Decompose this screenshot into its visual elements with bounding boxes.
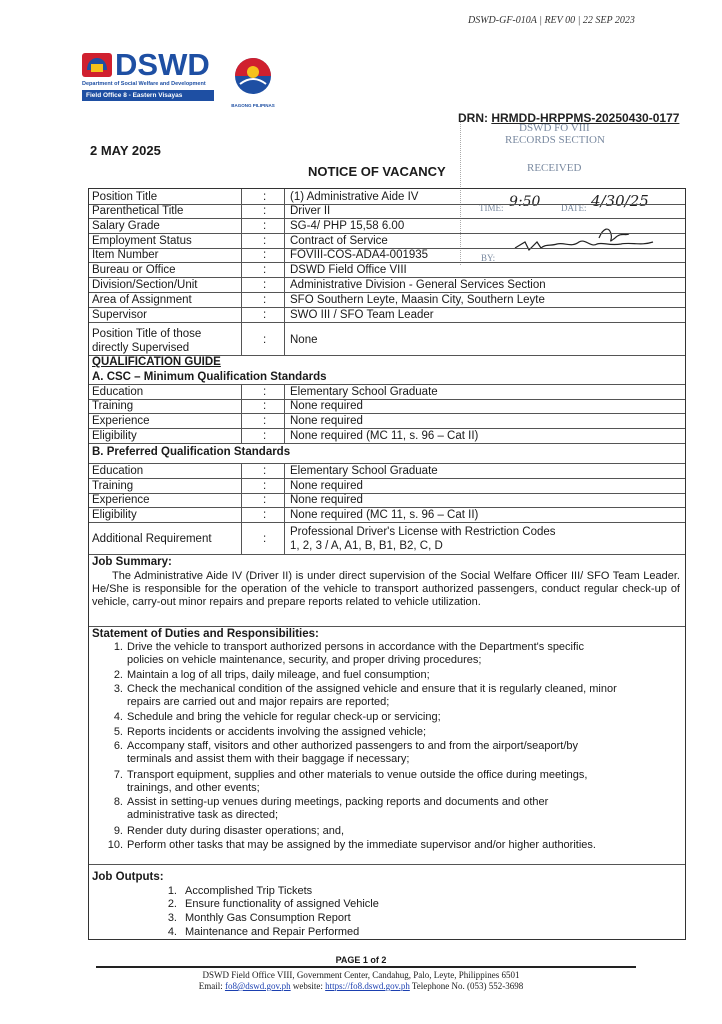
duty-line: Check the mechanical condition of the assigned vehicle and ensure that it is regularly cleaned, minor xyxy=(127,683,617,695)
field-label: Item Number xyxy=(92,249,159,261)
csc-heading-row xyxy=(89,369,685,385)
field-value: SWO III / SFO Team Leader xyxy=(290,309,434,321)
job-summary-text: The Administrative Aide IV (Driver II) is under direct supervision of the Social Welfare Officer III/ SFO Team Leader. He/She is responsible for the operation of the vehicle to transport authorized passengers, conduct regular check-up of vehicle, carry-out minor repairs and prepare reports related to vehicle utilization. xyxy=(92,570,680,608)
field-value: Administrative Division - General Services Section xyxy=(290,279,546,291)
job-summary-heading: Job Summary: xyxy=(92,556,172,568)
field-label: Training xyxy=(92,400,134,412)
stamp-by-label: BY: xyxy=(481,253,496,263)
duties-heading: Statement of Duties and Responsibilities: xyxy=(92,628,319,640)
dswd-logo xyxy=(82,47,222,101)
separator: : xyxy=(263,205,267,217)
csc-experience-row xyxy=(89,413,685,429)
parenthetical-title-row xyxy=(89,204,685,219)
bagong-pilipinas-logo xyxy=(228,56,278,108)
separator: : xyxy=(263,220,267,232)
field-value: Elementary School Graduate xyxy=(290,465,438,477)
field-label: Bureau or Office xyxy=(92,264,176,276)
separator: : xyxy=(263,309,267,321)
vacancy-details-box xyxy=(88,188,686,940)
supervisor-row xyxy=(89,307,685,323)
duty-text: Maintain a log of all trips, daily mileage, and fuel consumption; xyxy=(127,669,430,681)
column-divider xyxy=(241,384,242,443)
supervised-row xyxy=(89,322,685,356)
pref-eligibility-row xyxy=(89,507,685,523)
csc-eligibility-row xyxy=(89,428,685,444)
field-label: Education xyxy=(92,465,144,477)
field-label: Experience xyxy=(92,415,150,427)
bureau-office-row xyxy=(89,262,685,278)
output-text: Maintenance and Repair Performed xyxy=(185,926,360,938)
field-label: Additional Requirement xyxy=(92,533,212,545)
division-row xyxy=(89,277,685,293)
field-value: None required (MC 11, s. 96 – Cat II) xyxy=(290,509,479,521)
output-item xyxy=(149,926,359,939)
duty-line: Drive the vehicle to transport authorized persons in accordance with the Department's specific xyxy=(127,641,584,653)
separator: : xyxy=(263,249,267,261)
duty-line: administrative task as directed; xyxy=(127,809,279,821)
output-text: Monthly Gas Consumption Report xyxy=(185,912,351,924)
field-value: None required xyxy=(290,494,363,506)
email-label: Email: xyxy=(198,981,223,991)
field-value: None required xyxy=(290,415,363,427)
separator: : xyxy=(263,465,267,477)
duty-text: Reports incidents or accidents involving the assigned vehicle; xyxy=(127,726,426,738)
item-number-row xyxy=(89,248,685,263)
field-value: Contract of Service xyxy=(290,235,388,247)
dswd-logo-subtitle: Department of Social Welfare and Development xyxy=(82,81,206,87)
dswd-logo-text: DSWD xyxy=(115,47,210,82)
pref-education-row xyxy=(89,463,685,479)
output-number: 3. xyxy=(167,912,177,924)
output-item xyxy=(149,885,312,898)
separator: : xyxy=(263,235,267,247)
output-item xyxy=(149,898,379,911)
separator: : xyxy=(263,264,267,276)
duty-text: Render duty during disaster operations; and, xyxy=(127,825,345,837)
duty-number: 7. xyxy=(113,769,123,781)
duty-line: Transport equipment, supplies and other materials to venue outside the office during meetings, xyxy=(127,769,588,781)
separator: : xyxy=(263,509,267,521)
position-title-row xyxy=(89,189,685,205)
field-value: None xyxy=(290,334,318,346)
field-label: Area of Assignment xyxy=(92,294,192,306)
stamp-date-label: DATE: xyxy=(561,203,587,213)
output-text: Accomplished Trip Tickets xyxy=(185,885,313,897)
field-label: Training xyxy=(92,480,134,492)
drn-label: DRN: xyxy=(458,111,488,125)
duty-number: 9. xyxy=(113,825,123,837)
field-label: Position Title xyxy=(92,191,158,203)
dswd-emblem-icon xyxy=(82,50,112,80)
duty-line: Assist in setting-up venues during meetings, packing reports and documents and other xyxy=(127,796,549,808)
field-label-line2: directly Supervised xyxy=(92,342,190,354)
preferred-heading: B. Preferred Qualification Standards xyxy=(92,446,291,458)
separator: : xyxy=(263,430,267,442)
field-label: Salary Grade xyxy=(92,220,160,232)
separator: : xyxy=(263,480,267,492)
field-label: Division/Section/Unit xyxy=(92,279,198,291)
email-link[interactable]: fo8@dswd.gov.ph xyxy=(224,981,291,991)
pref-experience-row xyxy=(89,493,685,508)
bagong-pilipinas-emblem-icon xyxy=(232,56,274,96)
telephone: Telephone No. (053) 552-3698 xyxy=(411,981,524,991)
field-label: Experience xyxy=(92,494,150,506)
field-value-line1: Professional Driver's License with Restriction Codes xyxy=(290,526,556,538)
stamp-received: RECEIVED xyxy=(527,162,582,174)
output-text: Ensure functionality of assigned Vehicle xyxy=(185,898,379,910)
column-divider xyxy=(284,384,285,443)
output-number: 1. xyxy=(167,885,177,897)
area-assignment-row xyxy=(89,292,685,308)
duty-number: 6. xyxy=(113,740,123,752)
field-label: Employment Status xyxy=(92,235,192,247)
field-value: FOVIII-COS-ADA4-001935 xyxy=(290,249,429,261)
field-label-line1: Position Title of those xyxy=(92,328,202,340)
field-value: None required xyxy=(290,400,363,412)
stamp-date-value: 4/30/25 xyxy=(591,192,649,210)
website-label: website: xyxy=(292,981,323,991)
duty-line: terminals and assist them with their baggage if necessary; xyxy=(127,753,410,765)
column-divider xyxy=(241,463,242,554)
field-label: Education xyxy=(92,386,144,398)
field-value: SFO Southern Leyte, Maasin City, Southern Leyte xyxy=(290,294,545,306)
column-divider xyxy=(284,463,285,554)
field-label: Parenthetical Title xyxy=(92,205,184,217)
field-value: Driver II xyxy=(290,205,331,217)
stamp-time-label: TIME: xyxy=(479,203,504,213)
duty-text: Perform other tasks that may be assigned by the immediate supervisor and/or higher authorities. xyxy=(127,839,596,851)
separator: : xyxy=(263,191,267,203)
separator: : xyxy=(263,334,267,346)
field-value: (1) Administrative Aide IV xyxy=(290,191,419,203)
duty-number: 2. xyxy=(113,669,123,681)
separator: : xyxy=(263,294,267,306)
page-number: PAGE 1 of 2 xyxy=(335,955,387,965)
footer-contact xyxy=(0,981,722,991)
duty-number: 8. xyxy=(113,796,123,808)
field-value-line2: 1, 2, 3 / A, A1, B, B1, B2, C, D xyxy=(290,540,443,552)
duty-line: policies on vehicle maintenance, security, and proper driving procedures; xyxy=(127,654,482,666)
duty-number: 4. xyxy=(113,711,123,723)
separator: : xyxy=(263,386,267,398)
employment-status-row xyxy=(89,233,685,249)
csc-training-row xyxy=(89,399,685,414)
duty-line: repairs are carried out and major repairs are reported; xyxy=(127,696,390,708)
drn-value: HRMDD-HRPPMS-20250430-0177 xyxy=(491,111,680,125)
footer-address: DSWD Field Office VIII, Government Center, Candahug, Palo, Leyte, Philippines 6501 xyxy=(202,970,520,980)
page-title: NOTICE OF VACANCY xyxy=(308,164,446,179)
csc-education-row xyxy=(89,384,685,400)
preferred-heading-row xyxy=(89,443,685,464)
field-value: Elementary School Graduate xyxy=(290,386,438,398)
field-value: DSWD Field Office VIII xyxy=(290,264,407,276)
outputs-heading: Job Outputs: xyxy=(92,871,164,883)
field-value: SG-4/ PHP 15,58 6.00 xyxy=(290,220,405,232)
field-label: Supervisor xyxy=(92,309,147,321)
additional-requirement-row xyxy=(89,522,685,555)
duty-line: trainings, and other events; xyxy=(127,782,260,794)
duty-line: Accompany staff, visitors and other authorized passengers to and from the airport/seaport/by xyxy=(127,740,579,752)
website-link[interactable]: https://fo8.dswd.gov.ph xyxy=(325,981,410,991)
column-divider xyxy=(241,189,242,355)
duty-number: 1. xyxy=(113,641,123,653)
qualification-guide-heading: QUALIFICATION GUIDE xyxy=(92,356,221,368)
stamp-office: DSWD FO VIII xyxy=(519,122,590,134)
field-office-banner: Field Office 8 - Eastern Visayas xyxy=(82,90,214,101)
stamp-section: RECORDS SECTION xyxy=(505,134,605,146)
csc-heading: A. CSC – Minimum Qualification Standards xyxy=(92,371,327,383)
stamp-time-value: 9:50 xyxy=(509,194,541,210)
field-label: Eligibility xyxy=(92,509,137,521)
field-value: None required xyxy=(290,480,363,492)
separator: : xyxy=(263,400,267,412)
job-summary-divider xyxy=(89,556,685,627)
separator: : xyxy=(263,279,267,291)
output-item xyxy=(149,912,351,925)
salary-grade-row xyxy=(89,218,685,234)
separator: : xyxy=(263,415,267,427)
field-label: Eligibility xyxy=(92,430,137,442)
notice-date: 2 MAY 2025 xyxy=(90,143,161,158)
pref-training-row xyxy=(89,478,685,494)
duty-number: 3. xyxy=(113,683,123,695)
separator: : xyxy=(263,494,267,506)
duty-number: 5. xyxy=(113,726,123,738)
duty-text: Schedule and bring the vehicle for regular check-up or servicing; xyxy=(127,711,441,723)
document-reference: DSWD-GF-010A | REV 00 | 22 SEP 2023 xyxy=(468,15,635,26)
output-number: 4. xyxy=(167,926,177,938)
output-number: 2. xyxy=(167,898,177,910)
duty-number: 10. xyxy=(107,839,123,851)
separator: : xyxy=(263,533,267,545)
field-value: None required (MC 11, s. 96 – Cat II) xyxy=(290,430,479,442)
bagong-pilipinas-text: BAGONG PILIPINAS xyxy=(231,103,275,108)
column-divider xyxy=(284,189,285,355)
footer-divider xyxy=(96,966,636,968)
duties-divider xyxy=(89,626,685,865)
